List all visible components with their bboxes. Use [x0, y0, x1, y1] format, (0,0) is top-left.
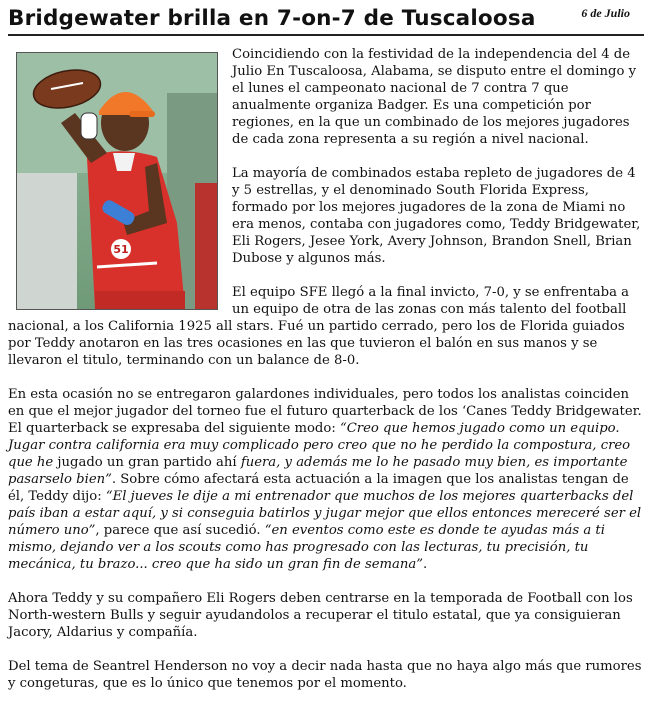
paragraph-1: Coincidiendo con la festividad de la independencia del 4 de Julio En Tuscaloosa, Alabama, se disputo entre el domingo y el lunes el campeonato nacional de 7 contra 7 que anualmente organiza Badger. Es una competición por regiones, en la que un combinado de los mejores jugadores de cada zona representa a su región a nivel nacional.: [232, 47, 637, 147]
article-title: Bridgewater brilla en 7-on-7 de Tuscaloosa: [8, 6, 536, 31]
p4-text-5: .: [423, 557, 428, 572]
p4-text-3: . Sobre cómo afectará esta actuación a la imagen que los analistas tengan de él, Teddy dijo:: [8, 472, 629, 504]
header: [8, 2, 644, 36]
p4-text-2: jugado un gran partido ahí: [53, 455, 241, 470]
quote-4: “en eventos como este es donde te ayudas más a ti mismo, dejando ver a los scouts como has progresado con las lecturas, tu precisión, tu mecánica, tu brazo... creo que ha sido un gran fin de semana”: [8, 523, 605, 572]
quote-1: “Creo que hemos jugado como un equipo. Jugar contra california era muy complicado pero creo que no he perdido la compostura, creo que he: [8, 421, 631, 470]
player-illustration: [17, 53, 217, 309]
paragraph-2: La mayoría de combinados estaba repleto de jugadores de 4 y 5 estrellas, y el denominado South Florida Express, formado por los mejores jugadores de la zona de Miami no era menos, contaba con jugadores como, Teddy Bridgewater, Eli Rogers, Jesee York, Avery Johnson, Brandon Snell, Brian Dubose y algunos más.: [232, 166, 641, 266]
quote-2: fuera, y además me lo he pasado muy bien, es importante pasarselo bien”: [8, 455, 628, 487]
paragraph-4: [8, 386, 644, 573]
title-divider: [8, 34, 644, 36]
article-date: 6 de Julio: [581, 6, 630, 20]
p4-text-4: , parece que así sucedió.: [95, 523, 265, 538]
paragraph-5: Ahora Teddy y su compañero Eli Rogers deben centrarse en la temporada de Football con los North-western Bulls y seguir ayudandolos a recuperar el titulo estatal, que ya consiguieran Jacory, Aldarius y compañía.: [8, 591, 633, 640]
paragraph-6: Del tema de Seantrel Henderson no voy a decir nada hasta que no haya algo más que rumores y congeturas, que es lo único que tenemos por el momento.: [8, 659, 642, 691]
cap-brim: [129, 111, 155, 117]
p4-text-1: En esta ocasión no se entregaron galardones individuales, pero todos los analistas coinciden en que el mejor jugador del torneo fue el futuro quarterback de los ‘Canes Teddy Bridgewater. El quarterback se expresaba del siguiente modo:: [8, 387, 642, 436]
glove: [81, 113, 97, 139]
article-body: [8, 46, 644, 709]
football-player-photo: [16, 52, 218, 310]
quote-3: “El jueves le dije a mi entrenador que muchos de los mejores quarterbacks del país iban a estar aquí, y si conseguia batirlos y jugar mejor que ellos entonces mereceré ser el número uno”: [8, 489, 642, 538]
paragraph-3: El equipo SFE llegó a la final invicto, 7-0, y se enfrentaba a un equipo de otra de las zonas con más talento del football nacional, a los California 1925 all stars. Fué un partido cerrado, pero los de Florida guiados por Teddy anotaron en las tres ocasiones en las que tuvieron el balón en sus manos y se llevaron el titulo, terminando con un balance de 8-0.: [8, 285, 629, 368]
background-person: [195, 183, 217, 309]
background-building: [17, 173, 77, 309]
shorts: [95, 291, 185, 309]
jersey-number: 51: [113, 243, 129, 256]
